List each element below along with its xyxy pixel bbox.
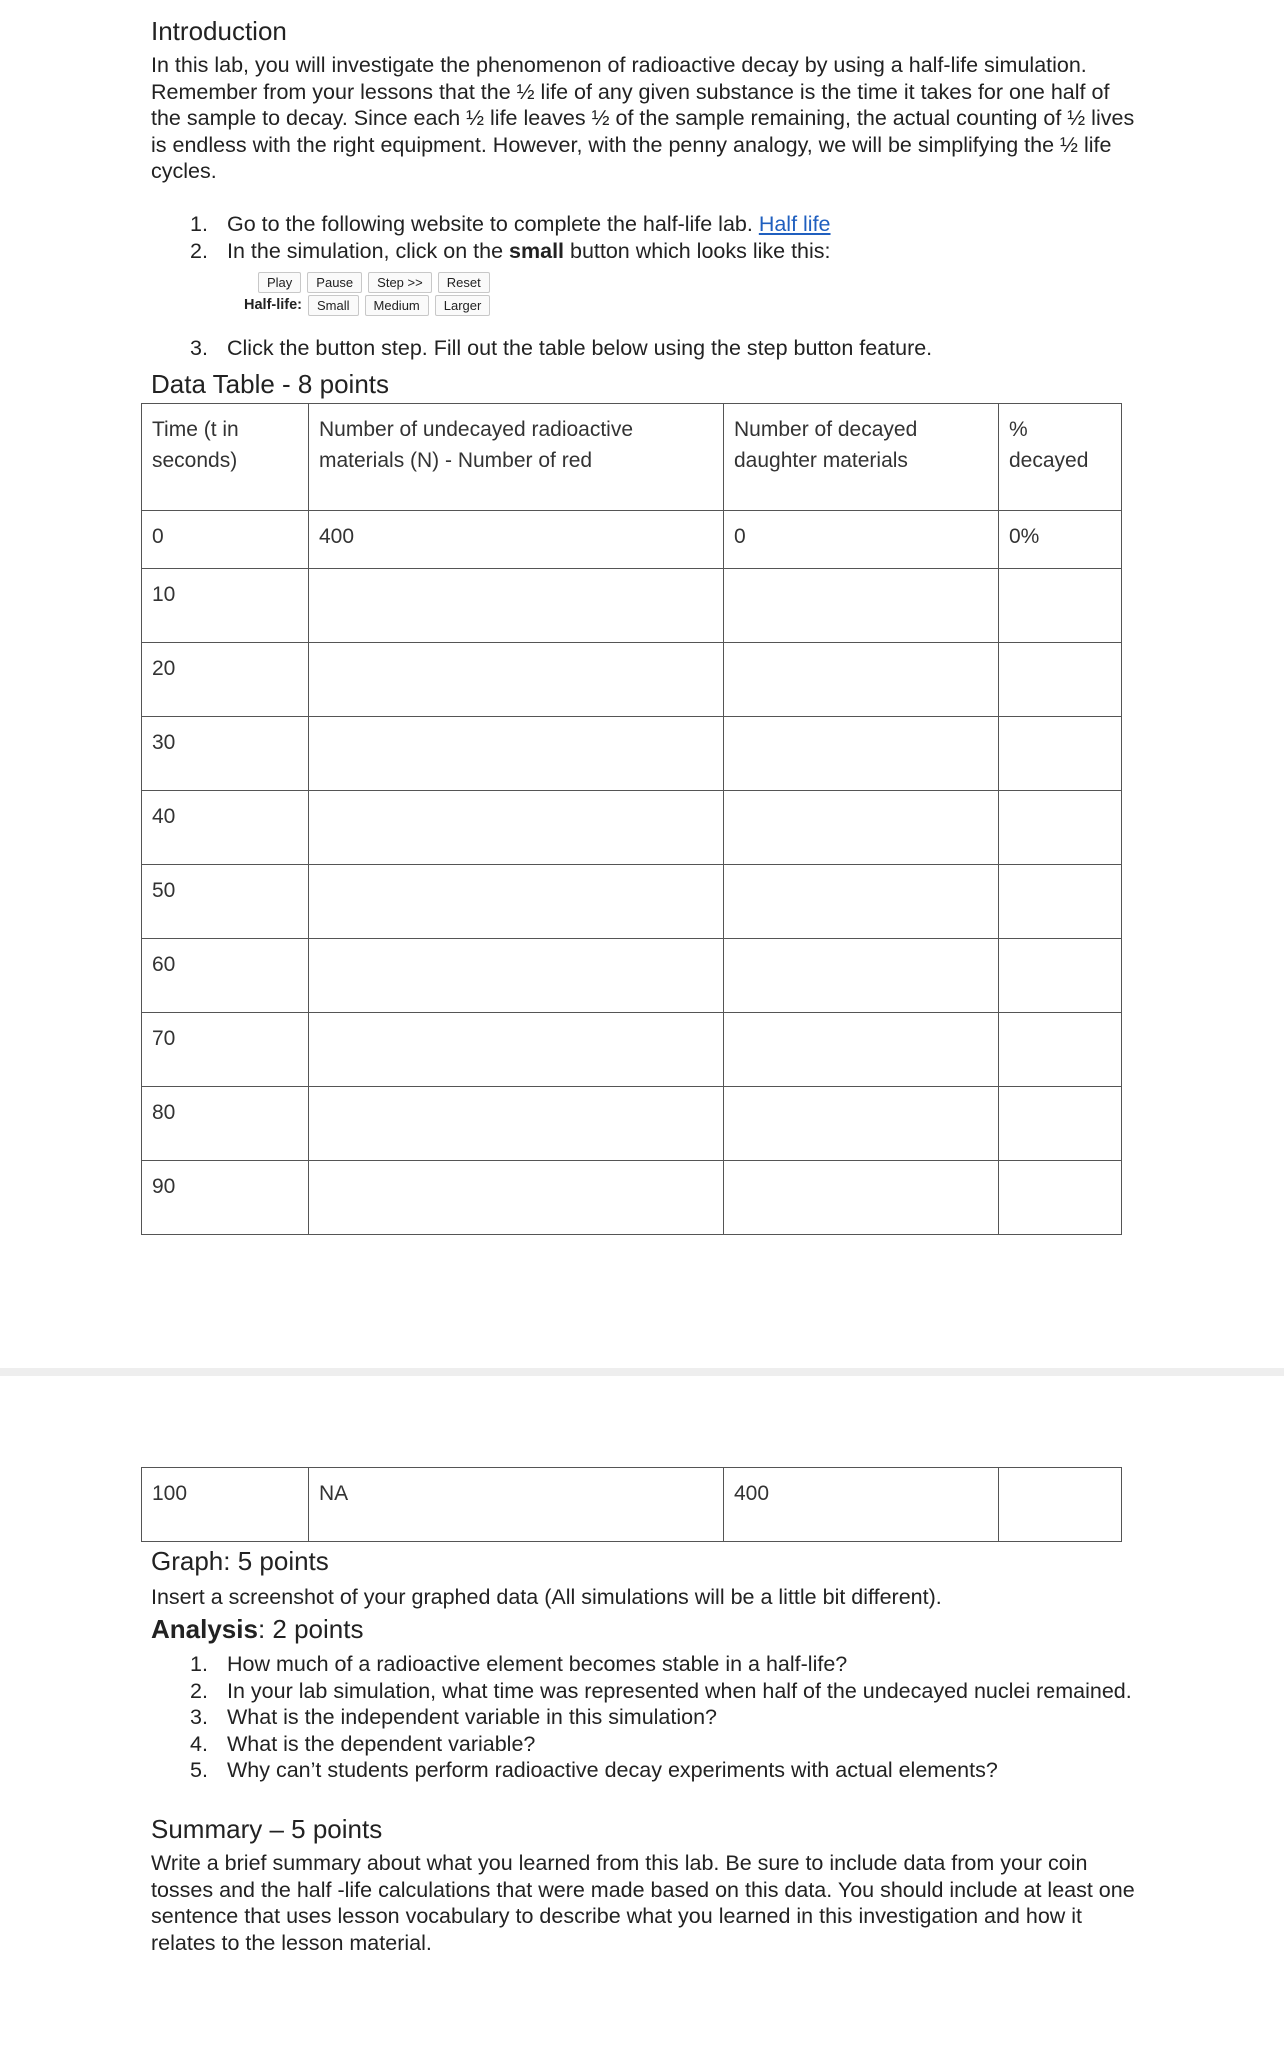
analysis-question: 2. In your lab simulation, what time was represented when half of the undecayed nuclei remained.: [190, 1678, 1132, 1703]
analysis-heading: Analysis: 2 points: [151, 1614, 364, 1644]
table-row: 50: [142, 865, 1122, 939]
analysis-questions: [151, 1651, 1141, 1784]
summary-heading: Summary – 5 points: [151, 1814, 383, 1844]
half-life-label: Half-life:: [244, 297, 302, 313]
data-table: [141, 403, 1122, 1235]
intro-heading: Introduction: [151, 16, 287, 46]
half-life-link[interactable]: Half life: [758, 212, 831, 236]
step-button: Step >>: [368, 272, 432, 293]
data-table-heading: Data Table - 8 points: [151, 369, 389, 399]
simulation-controls-image: [244, 271, 524, 319]
half-life-row: [244, 294, 496, 316]
instruction-step-1: 1. Go to the following website to complete the half-life lab. Half life: [190, 212, 831, 236]
graph-heading: Graph: 5 points: [151, 1546, 329, 1576]
pause-button: Pause: [307, 272, 362, 293]
table-header-row: [142, 404, 1122, 511]
intro-paragraph: In this lab, you will investigate the phenomenon of radioactive decay by using a half-life simulation. Remember from your lessons that the ½ life of any given substance is the time it takes for one half of the sample to decay. Since each ½ life leaves ½ of the sample remaining, the actual counting of ½ lives is endless with the right equipment. However, with the penny analogy, we will be simplifying the ½ life cycles.: [151, 53, 1135, 183]
table-row: 70: [142, 1013, 1122, 1087]
table-row: 30: [142, 717, 1122, 791]
header-undecayed: Number of undecayed radioactive materials (N) - Number of red: [309, 404, 724, 511]
analysis-question: 3. What is the independent variable in this simulation?: [190, 1705, 718, 1729]
data-table-continued: [141, 1467, 1122, 1542]
header-percent-decayed: % decayed: [999, 404, 1122, 511]
table-row: 0 400 0 0%: [142, 511, 1122, 569]
table-row: 100 NA 400: [142, 1468, 1122, 1542]
instruction-list: [151, 211, 1141, 264]
instruction-step-2: 2. In the simulation, click on the small button which looks like this:: [190, 238, 831, 263]
small-button: Small: [308, 295, 359, 316]
instruction-step-3: 3. Click the button step. Fill out the table below using the step button feature.: [190, 336, 933, 360]
larger-button: Larger: [435, 295, 491, 316]
table-row: 40: [142, 791, 1122, 865]
summary-paragraph: Write a brief summary about what you learned from this lab. Be sure to include data from your coin tosses and the half -life calculations that were made based on this data. You should include at least one sentence that uses lesson vocabulary to describe what you learned in this investigation and how it relates to the lesson material.: [151, 1851, 1135, 1955]
table-row: 20: [142, 643, 1122, 717]
table-row: 80: [142, 1087, 1122, 1161]
header-time: Time (t in seconds): [142, 404, 309, 511]
medium-button: Medium: [365, 295, 429, 316]
table-row: 90: [142, 1161, 1122, 1235]
reset-button: Reset: [438, 272, 490, 293]
table-row: 60: [142, 939, 1122, 1013]
page-break: [0, 1368, 1284, 1376]
analysis-question: 4. What is the dependent variable?: [190, 1731, 536, 1756]
table-row: 10: [142, 569, 1122, 643]
header-decayed: Number of decayed daughter materials: [724, 404, 999, 511]
analysis-question: 1. How much of a radioactive element becomes stable in a half-life?: [190, 1652, 848, 1676]
sim-control-row: [258, 271, 496, 293]
instruction-list-continued: [151, 335, 1141, 362]
graph-instructions: Insert a screenshot of your graphed data (All simulations will be a little bit different).: [151, 1585, 942, 1609]
analysis-question: 5. Why can’t students perform radioactive decay experiments with actual elements?: [190, 1758, 998, 1782]
play-button: Play: [258, 272, 301, 293]
